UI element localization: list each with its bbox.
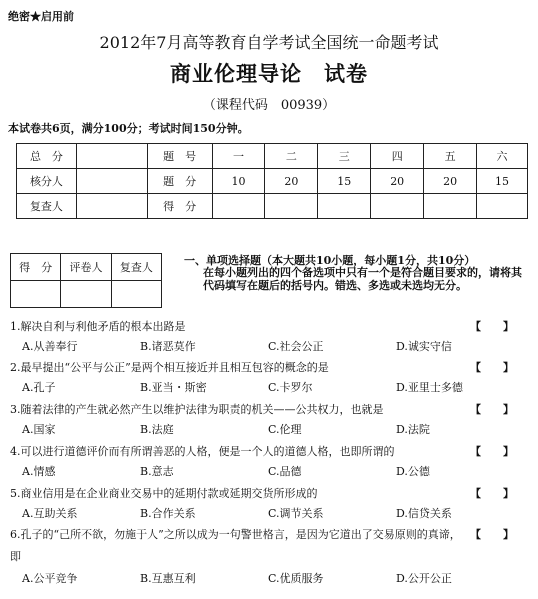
question-text: 4.可以进行道德评价而有所谓善恶的人格，便是一个人的道德人格，也即所谓的 [10,445,395,458]
option-b: B.互惠互利 [140,572,196,585]
answer-bracket[interactable]: 【 】 [470,445,514,458]
score-cell [265,194,318,219]
option-a: A.情感 [22,465,56,478]
option-d: D.公开公正 [396,572,452,585]
option-c: C.调节关系 [268,507,324,520]
exam-note: 本试卷共6页，满分100分；考试时间150分钟。 [8,122,249,135]
answer-bracket[interactable]: 【 】 [470,528,514,541]
option-b: B.诸恶莫作 [140,340,196,353]
score-label: 得 分 [147,194,212,219]
question-text: 1.解决自利与利他矛盾的根本出路是 [10,320,186,333]
grader-table-row [11,254,162,281]
option-c: C.优质服务 [268,572,324,585]
question-text: 6.孔子的“己所不欲，勿施于人”之所以成为一句警世格言，是因为它道出了交易原则的真谛， [10,528,461,541]
score-table-row [17,169,528,194]
option-a: A.国家 [22,423,56,436]
total-label: 总 分 [17,144,77,169]
points-cell: 15 [318,169,371,194]
reviewer-label: 复查人 [17,194,77,219]
points-cell: 20 [371,169,424,194]
score-table-row [17,194,528,219]
option-a: A.孔子 [22,381,56,394]
checker-label: 核分人 [17,169,77,194]
question-no-cell: 四 [371,144,424,169]
option-a: A.互助关系 [22,507,78,520]
answer-bracket[interactable]: 【 】 [470,320,514,333]
question-no-label: 题 号 [147,144,212,169]
points-cell: 20 [265,169,318,194]
answer-bracket[interactable]: 【 】 [470,487,514,500]
points-cell: 10 [212,169,265,194]
grader-table [10,253,162,308]
checker-cell [76,169,147,194]
course-code: （课程代码 00939） [202,98,336,113]
score-cell [477,194,528,219]
section-instructions: 在每小题列出的四个备选项中只有一个是符合题目要求的，请将其代码填写在题后的括号内。错选、多选或未选均无分。 [203,266,522,292]
question-text: 3.随着法律的产生就必然产生以维护法律为职责的机关——公共权力，也就是 [10,403,384,416]
reviewer-cell [76,194,147,219]
score-table [16,143,528,219]
question-text-continued: 即 [10,550,21,563]
option-a: A.公平竞争 [22,572,78,585]
points-cell: 15 [477,169,528,194]
option-d: D.公德 [396,465,430,478]
grader-cell [11,281,61,308]
option-b: B.法庭 [140,423,174,436]
option-d: D.信贷关系 [396,507,452,520]
grader-cell [111,281,161,308]
option-c: C.伦理 [268,423,302,436]
option-d: D.亚里士多德 [396,381,463,394]
option-c: C.社会公正 [268,340,324,353]
question-no-cell: 二 [265,144,318,169]
question-no-cell: 一 [212,144,265,169]
option-b: B.意志 [140,465,174,478]
points-cell: 20 [424,169,477,194]
option-b: B.亚当・斯密 [140,381,207,394]
total-cell [76,144,147,169]
section-heading: 一、单项选择题（本大题共10小题，每小题1分，共10分） [184,254,476,267]
subject-title: 商业伦理导论 试卷 [170,61,368,86]
score-cell [371,194,424,219]
score-cell [212,194,265,219]
grader-score-label: 得 分 [11,254,61,281]
score-table-row [17,144,528,169]
option-d: D.诚实守信 [396,340,452,353]
points-label: 题 分 [147,169,212,194]
grader-table-row [11,281,162,308]
option-b: B.合作关系 [140,507,196,520]
option-d: D.法院 [396,423,430,436]
question-no-cell: 五 [424,144,477,169]
score-cell [424,194,477,219]
score-cell [318,194,371,219]
grader-cell [61,281,111,308]
option-c: C.卡罗尔 [268,381,313,394]
question-no-cell: 六 [477,144,528,169]
question-no-cell: 三 [318,144,371,169]
question-text: 2.最早提出“公平与公正”是两个相互接近并且相互包容的概念的是 [10,361,329,374]
grader-reviewer-label: 复查人 [111,254,161,281]
answer-bracket[interactable]: 【 】 [470,403,514,416]
option-c: C.品德 [268,465,302,478]
secret-label: 绝密★启用前 [8,10,74,23]
grader-label: 评卷人 [61,254,111,281]
option-a: A.从善奉行 [22,340,78,353]
exam-title: 2012年7月高等教育自学考试全国统一命题考试 [99,33,439,52]
answer-bracket[interactable]: 【 】 [470,361,514,374]
question-text: 5.商业信用是在企业商业交易中的延期付款或延期交货所形成的 [10,487,318,500]
